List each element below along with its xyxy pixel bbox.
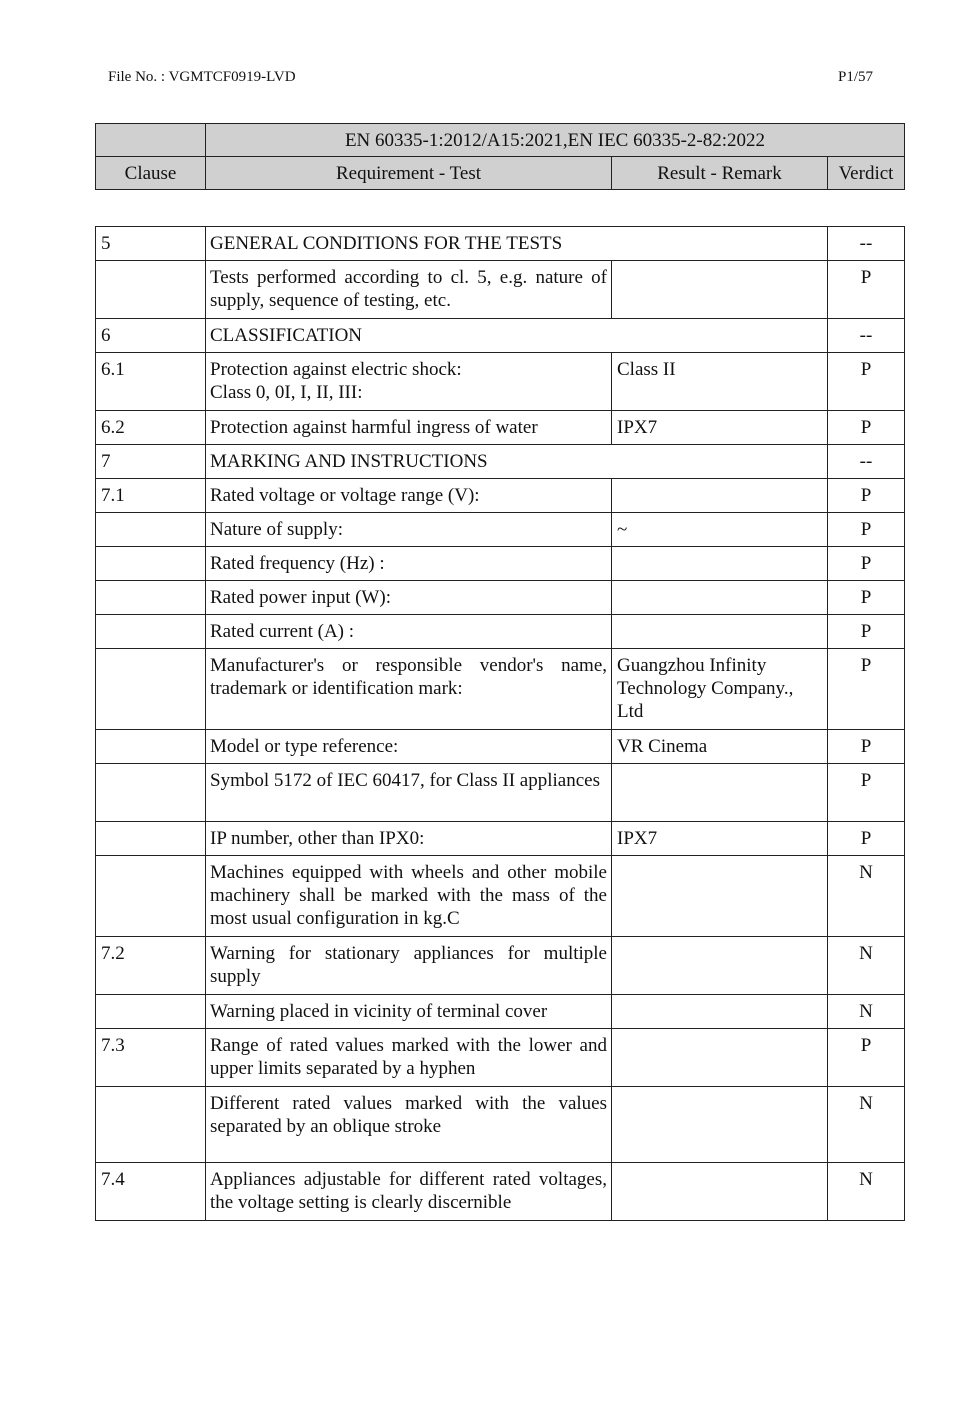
table-header	[95, 123, 905, 190]
result-cell: Class II	[612, 353, 828, 411]
requirement-cell: Tests performed according to cl. 5, e.g. nature of supply, sequence of testing, etc.	[206, 261, 612, 319]
file-number: File No. : VGMTCF0919-LVD	[108, 69, 296, 85]
table-row	[96, 615, 905, 649]
page-number: P1/57	[838, 69, 874, 85]
requirement-cell: GENERAL CONDITIONS FOR THE TESTS	[206, 227, 828, 261]
result-cell	[612, 581, 828, 615]
clause-cell: 7	[96, 445, 206, 479]
verdict-cell: P	[828, 764, 905, 822]
requirement-cell: Nature of supply:	[206, 513, 612, 547]
clause-cell: 7.2	[96, 937, 206, 995]
requirement-cell: Range of rated values marked with the lower and upper limits separated by a hyphen	[206, 1029, 612, 1087]
table-row	[96, 764, 905, 822]
requirement-cell: Different rated values marked with the values separated by an oblique stroke	[206, 1087, 612, 1163]
result-cell	[612, 261, 828, 319]
verdict-cell: P	[828, 547, 905, 581]
verdict-cell: --	[828, 227, 905, 261]
result-cell	[612, 615, 828, 649]
result-cell: IPX7	[612, 822, 828, 856]
clause-cell	[96, 581, 206, 615]
verdict-cell: P	[828, 513, 905, 547]
verdict-cell: N	[828, 1087, 905, 1163]
clause-cell	[96, 822, 206, 856]
requirement-cell: Protection against electric shock: Class 0, 0I, I, II, III:	[206, 353, 612, 411]
clause-cell	[96, 856, 206, 937]
requirement-cell: Manufacturer's or responsible vendor's name, trademark or identification mark:	[206, 649, 612, 730]
result-cell	[612, 1163, 828, 1221]
clause-cell	[96, 730, 206, 764]
table-row	[96, 856, 905, 937]
clause-cell	[96, 764, 206, 822]
table-row	[96, 1029, 905, 1087]
result-cell	[612, 479, 828, 513]
verdict-cell: N	[828, 856, 905, 937]
table-row	[96, 822, 905, 856]
requirement-cell: Rated current (A) :	[206, 615, 612, 649]
clause-cell: 6	[96, 319, 206, 353]
result-cell	[612, 547, 828, 581]
verdict-cell: P	[828, 261, 905, 319]
result-cell: VR Cinema	[612, 730, 828, 764]
requirement-cell: Rated frequency (Hz) :	[206, 547, 612, 581]
requirement-cell: Model or type reference:	[206, 730, 612, 764]
clause-cell: 7.4	[96, 1163, 206, 1221]
clause-cell	[96, 1087, 206, 1163]
result-cell	[612, 1087, 828, 1163]
table-row	[96, 937, 905, 995]
requirement-cell: Warning placed in vicinity of terminal cover	[206, 995, 612, 1029]
table-row	[96, 513, 905, 547]
clause-cell	[96, 261, 206, 319]
requirement-cell: CLASSIFICATION	[206, 319, 828, 353]
table-row	[96, 1163, 905, 1221]
table-row	[96, 730, 905, 764]
table-row	[96, 319, 905, 353]
test-results-table	[95, 226, 905, 1221]
column-header-requirement: Requirement - Test	[206, 157, 612, 190]
table-row	[96, 581, 905, 615]
result-cell: ~	[612, 513, 828, 547]
verdict-cell: N	[828, 937, 905, 995]
result-cell	[612, 1029, 828, 1087]
clause-cell: 7.1	[96, 479, 206, 513]
requirement-cell: Warning for stationary appliances for multiple supply	[206, 937, 612, 995]
requirement-cell: Rated voltage or voltage range (V):	[206, 479, 612, 513]
table-row	[96, 227, 905, 261]
table-row	[96, 995, 905, 1029]
column-header-verdict: Verdict	[828, 157, 905, 190]
table-row	[96, 1087, 905, 1163]
table-row	[96, 649, 905, 730]
requirement-cell: MARKING AND INSTRUCTIONS	[206, 445, 828, 479]
requirement-cell: Symbol 5172 of IEC 60417, for Class II appliances	[206, 764, 612, 822]
clause-cell: 7.3	[96, 1029, 206, 1087]
verdict-cell: P	[828, 615, 905, 649]
clause-cell: 6.1	[96, 353, 206, 411]
clause-cell	[96, 513, 206, 547]
verdict-cell: --	[828, 319, 905, 353]
table-row	[96, 411, 905, 445]
verdict-cell: P	[828, 479, 905, 513]
clause-cell	[96, 995, 206, 1029]
verdict-cell: P	[828, 1029, 905, 1087]
clause-cell	[96, 547, 206, 581]
verdict-cell: N	[828, 1163, 905, 1221]
verdict-cell: --	[828, 445, 905, 479]
requirement-cell: IP number, other than IPX0:	[206, 822, 612, 856]
verdict-cell: P	[828, 822, 905, 856]
header-blank-cell	[96, 124, 206, 157]
result-cell	[612, 995, 828, 1029]
result-cell	[612, 856, 828, 937]
table-row	[96, 353, 905, 411]
table-row	[96, 479, 905, 513]
table-row	[96, 445, 905, 479]
result-cell	[612, 937, 828, 995]
verdict-cell: N	[828, 995, 905, 1029]
verdict-cell: P	[828, 581, 905, 615]
verdict-cell: P	[828, 649, 905, 730]
clause-cell	[96, 615, 206, 649]
verdict-cell: P	[828, 411, 905, 445]
table-row	[96, 261, 905, 319]
clause-cell	[96, 649, 206, 730]
verdict-cell: P	[828, 730, 905, 764]
column-header-clause: Clause	[96, 157, 206, 190]
result-cell: Guangzhou Infinity Technology Company., Ltd	[612, 649, 828, 730]
standard-title: EN 60335-1:2012/A15:2021,EN IEC 60335-2-82:2022	[206, 124, 905, 157]
result-cell	[612, 764, 828, 822]
requirement-cell: Machines equipped with wheels and other mobile machinery shall be marked with the mass of the most usual configuration in kg.C	[206, 856, 612, 937]
result-cell: IPX7	[612, 411, 828, 445]
requirement-cell: Rated power input (W):	[206, 581, 612, 615]
requirement-cell: Appliances adjustable for different rated voltages, the voltage setting is clearly discernible	[206, 1163, 612, 1221]
clause-cell: 6.2	[96, 411, 206, 445]
verdict-cell: P	[828, 353, 905, 411]
clause-cell: 5	[96, 227, 206, 261]
requirement-cell: Protection against harmful ingress of water	[206, 411, 612, 445]
column-header-result: Result - Remark	[612, 157, 828, 190]
table-row	[96, 547, 905, 581]
